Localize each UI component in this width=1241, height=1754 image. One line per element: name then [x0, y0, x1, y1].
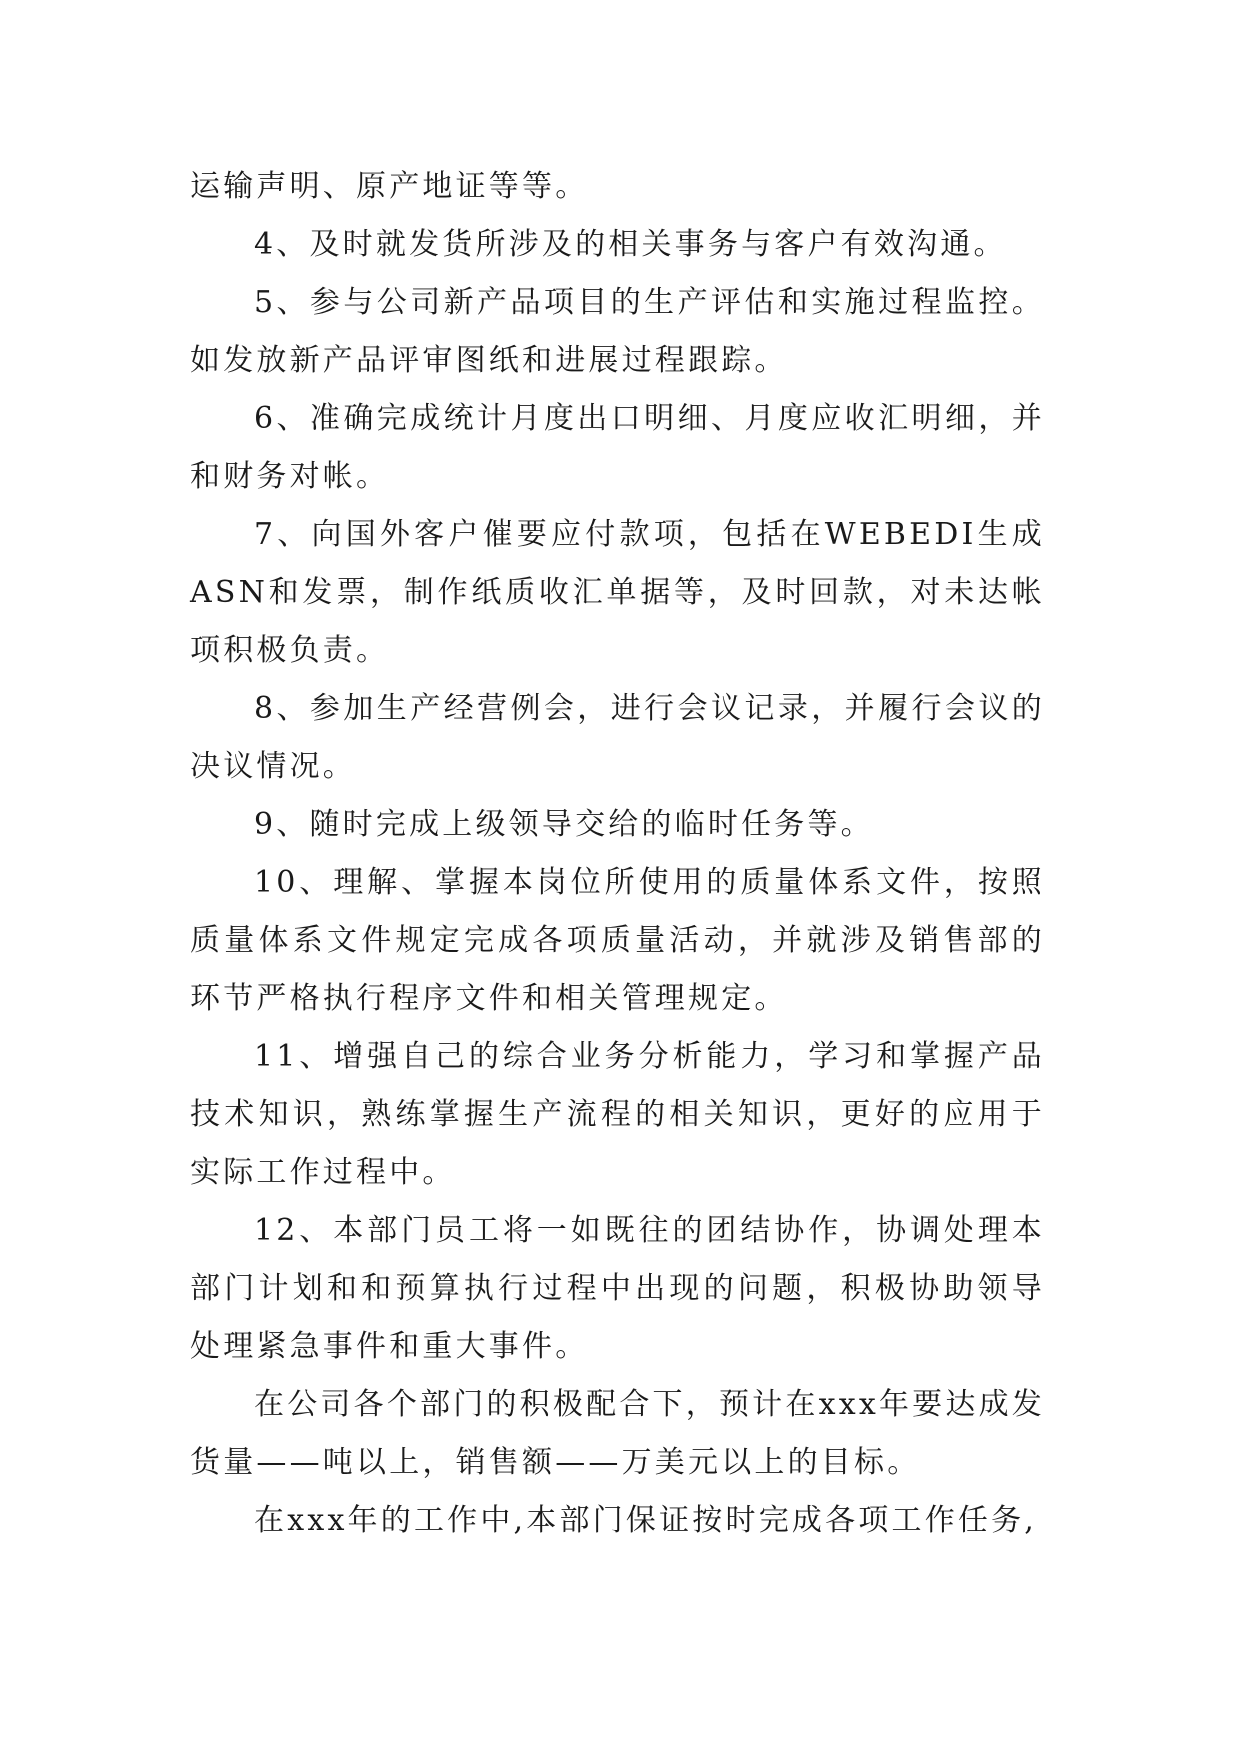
paragraph-closing: 在xxx年的工作中,本部门保证按时完成各项工作任务,	[254, 1503, 1038, 1538]
paragraph-item-10: 10、理解、掌握本岗位所使用的质量体系文件，按照质量体系文件规定完成各项质量活动，并就涉及销售部的环节严格执行程序文件和相关管理规定。	[190, 865, 1045, 1016]
paragraph-target: 在公司各个部门的积极配合下，预计在xxx年要达成发货量——吨以上，销售额——万美元以上的目标。	[190, 1387, 1045, 1480]
document-body	[190, 158, 1045, 1550]
paragraph-item-6: 6、准确完成统计月度出口明细、月度应收汇明细，并和财务对帐。	[190, 401, 1045, 494]
paragraph-1: 运输声明、原产地证等等。	[190, 169, 589, 204]
paragraph-item-4: 4、及时就发货所涉及的相关事务与客户有效沟通。	[254, 227, 1007, 262]
paragraph-item-9: 9、随时完成上级领导交给的临时任务等。	[254, 807, 874, 842]
paragraph-item-5: 5、参与公司新产品项目的生产评估和实施过程监控。如发放新产品评审图纸和进展过程跟踪。	[190, 285, 1045, 378]
paragraph-item-12: 12、本部门员工将一如既往的团结协作，协调处理本部门计划和和预算执行过程中出现的问题，积极协助领导处理紧急事件和重大事件。	[190, 1213, 1045, 1364]
paragraph-item-7: 7、向国外客户催要应付款项，包括在WEBEDI生成ASN和发票，制作纸质收汇单据等，及时回款，对未达帐项积极负责。	[190, 517, 1045, 668]
paragraph-item-8: 8、参加生产经营例会，进行会议记录，并履行会议的决议情况。	[190, 691, 1045, 784]
paragraph-item-11: 11、增强自己的综合业务分析能力，学习和掌握产品技术知识，熟练掌握生产流程的相关知识，更好的应用于实际工作过程中。	[190, 1039, 1045, 1190]
